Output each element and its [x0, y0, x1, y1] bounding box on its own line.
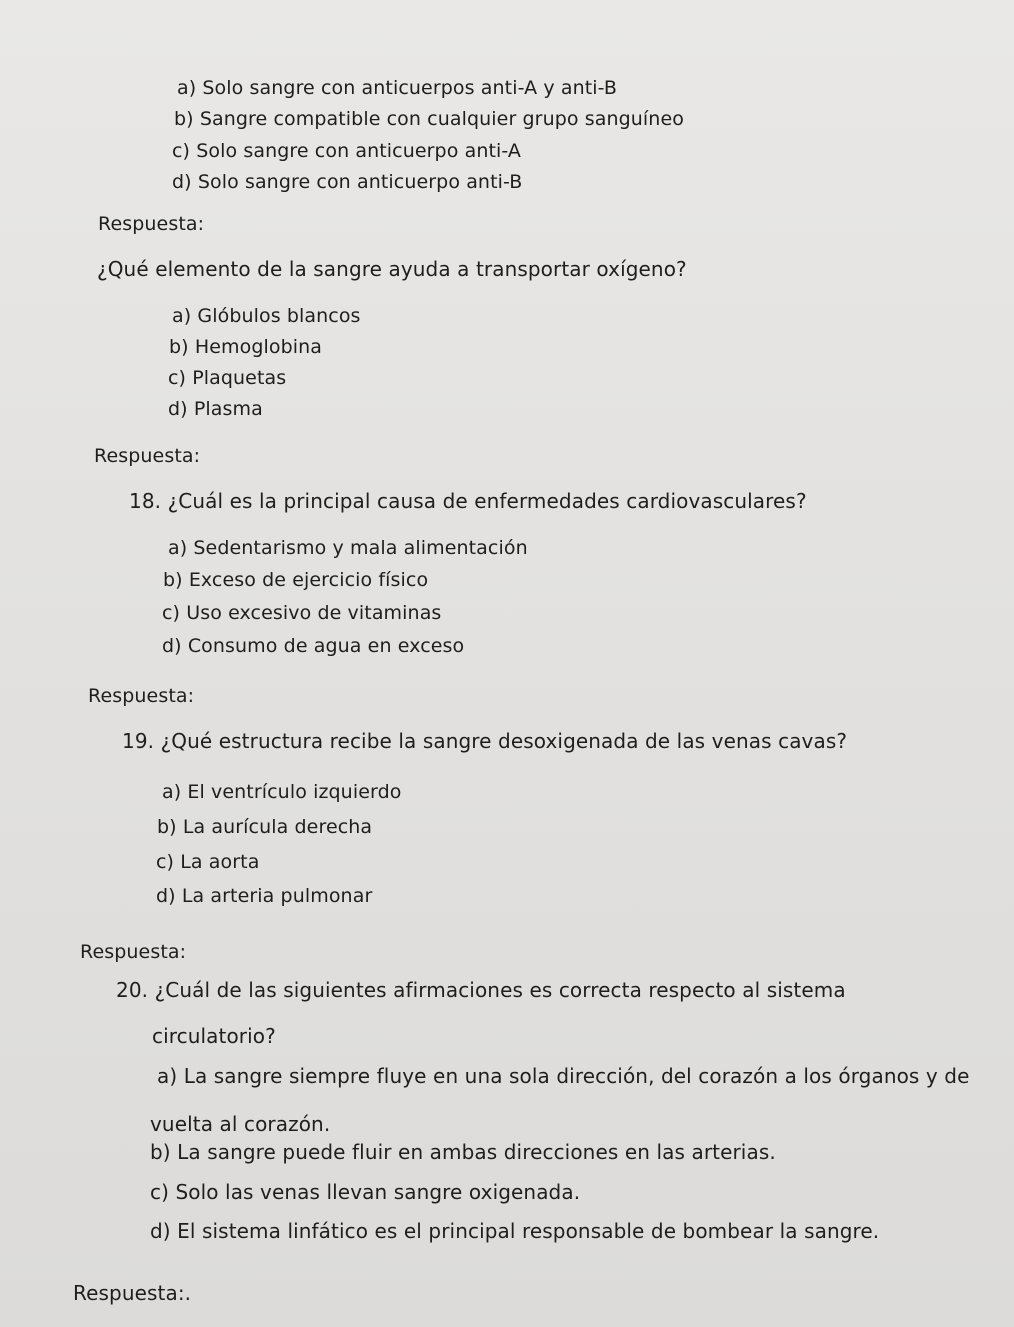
option-a: a) El ventrículo izquierdo — [162, 781, 402, 803]
question-20-line-2: circulatorio? — [152, 1024, 276, 1048]
option-c: c) Solo sangre con anticuerpo anti-A — [172, 140, 522, 162]
answer-label: Respuesta: — [80, 941, 187, 963]
option-b: b) Sangre compatible con cualquier grupo sanguíneo — [174, 108, 684, 130]
option-d: d) Plasma — [168, 398, 263, 420]
option-b: b) Exceso de ejercicio físico — [163, 569, 429, 591]
answer-label: Respuesta: — [88, 685, 195, 707]
option-a: a) Solo sangre con anticuerpos anti-A y anti-B — [177, 77, 618, 99]
option-c: c) Plaquetas — [168, 367, 287, 389]
option-c: c) Uso excesivo de vitaminas — [162, 602, 442, 624]
option-a-line-2: vuelta al corazón. — [150, 1112, 331, 1136]
option-d: d) El sistema linfático es el principal responsable de bombear la sangre. — [150, 1219, 880, 1243]
option-b: b) Hemoglobina — [169, 336, 323, 358]
option-a: a) Sedentarismo y mala alimentación — [168, 537, 528, 559]
option-d: d) Consumo de agua en exceso — [162, 635, 465, 657]
option-c: c) Solo las venas llevan sangre oxigenada. — [150, 1180, 581, 1204]
option-a: a) Glóbulos blancos — [172, 305, 361, 327]
question-18: 18. ¿Cuál es la principal causa de enfermedades cardiovasculares? — [129, 489, 807, 513]
answer-label: Respuesta: — [98, 213, 205, 235]
answer-label: Respuesta: — [94, 445, 201, 467]
option-a-line-1: a) La sangre siempre fluye en una sola dirección, del corazón a los órganos y de — [157, 1064, 970, 1088]
option-d: d) Solo sangre con anticuerpo anti-B — [172, 171, 523, 193]
question-20-line-1: 20. ¿Cuál de las siguientes afirmaciones es correcta respecto al sistema — [116, 978, 846, 1002]
answer-label: Respuesta:. — [73, 1281, 192, 1305]
option-d: d) La arteria pulmonar — [156, 885, 373, 907]
question-oxygen: ¿Qué elemento de la sangre ayuda a transportar oxígeno? — [97, 257, 687, 281]
question-19: 19. ¿Qué estructura recibe la sangre desoxigenada de las venas cavas? — [122, 729, 848, 753]
option-b: b) La aurícula derecha — [157, 816, 373, 838]
option-c: c) La aorta — [156, 851, 260, 873]
option-b: b) La sangre puede fluir en ambas direcciones en las arterias. — [150, 1140, 776, 1164]
